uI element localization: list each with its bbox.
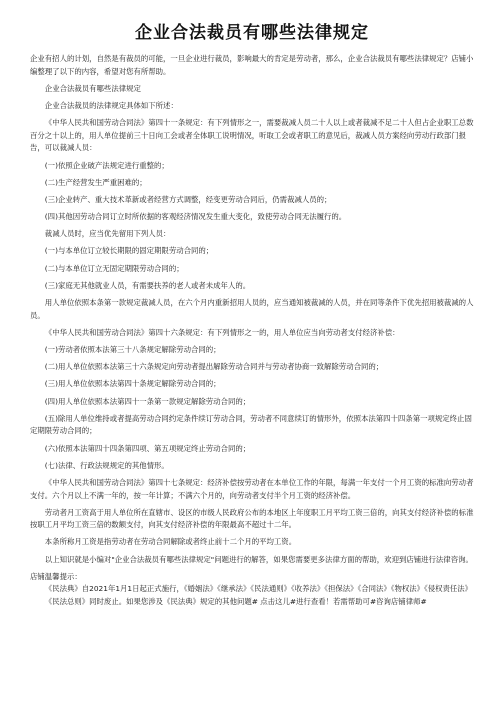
list-item: (六)依照本法第四十四条第四项、第五项规定终止劳动合同的； bbox=[44, 443, 251, 453]
closing-paragraph: 以上知识就是小编对"企业合法裁员有哪些法律规定"问题进行的解答，如果您需要更多法律方面的帮助，欢迎到店铺进行法律咨询。 bbox=[44, 554, 473, 564]
list-item: (四)其他因劳动合同订立时所依据的客观经济情况发生重大变化，致使劳动合同无法履行的。 bbox=[44, 212, 347, 222]
list-item: (四)用人单位依照本法第四十一条第一款规定解除劳动合同的； bbox=[44, 396, 251, 406]
section-heading: 企业合法裁员有哪些法律规定 bbox=[44, 83, 141, 93]
law-clause: 《中华人民共和国劳动合同法》第四十七条规定：经济补偿按劳动者在本单位工作的年限，每满一年支付一个月工资的标准向劳动者支付。六个月以上不满一年的，按一年计算；不满六个月的，向劳动者支付半个月工资的经济补偿。 bbox=[30, 477, 474, 500]
law-clause: 《中华人民共和国劳动合同法》第四十六条规定：有下列情形之一的，用人单位应当向劳动者支付经济补偿： bbox=[44, 327, 400, 337]
list-item: (一)依照企业破产法规定进行重整的； bbox=[44, 160, 169, 170]
tips-heading: 店铺温馨提示： bbox=[30, 571, 82, 581]
list-item: (二)用人单位依照本法第三十六条规定向劳动者提出解除劳动合同并与劳动者协商一致解除劳动合同的； bbox=[44, 362, 384, 372]
paragraph: 裁减人员时，应当优先留用下列人员： bbox=[44, 229, 171, 239]
paragraph: 用人单位依照本条第一款规定裁减人员，在六个月内重新招用人员的，应当通知被裁减的人员，并在同等条件下优先招用被裁减的人员。 bbox=[30, 298, 474, 320]
paragraph: 劳动者月工资高于用人单位所在直辖市、设区的市级人民政府公布的本地区上年度职工月平均工资三倍的，向其支付经济补偿的标准按职工月平均工资三倍的数额支付，向其支付经济补偿的年限最高不超过十二年。 bbox=[30, 507, 474, 530]
law-clause: 《中华人民共和国劳动合同法》第四十一条规定：有下列情形之一，需要裁减人员二十人以上或者裁减不足二十人但占企业职工总数百分之十以上的，用人单位提前三十日向工会或者全体职工说明情况，听取工会或者职工的意见后，裁减人员方案经向劳动行政部门报告，可以裁减人员： bbox=[30, 118, 474, 153]
list-item: (七)法律、行政法规规定的其他情形。 bbox=[44, 460, 169, 470]
paragraph: 本条所称月工资是指劳动者在劳动合同解除或者终止前十二个月的平均工资。 bbox=[44, 537, 297, 547]
tip-text: 《民法典》自2021年1月1日起正式施行，《婚姻法》《继承法》《民法通则》《收养法》《担保法》《合同法》《物权法》《侵权责任法》《民法总则》同时废止。如果您涉及《民法典》规定的其他问题# 点击这儿#进行查看！若需帮助可#咨询店铺律师# bbox=[44, 584, 473, 607]
list-item: (二)生产经营发生严重困难的； bbox=[44, 177, 147, 187]
list-item: (三)用人单位依照本法第四十条规定解除劳动合同的； bbox=[44, 379, 221, 389]
list-item: (二)与本单位订立无固定期限劳动合同的； bbox=[44, 263, 184, 273]
paragraph: 企业合法裁员的法律规定具体如下所述： bbox=[44, 100, 178, 110]
tips-list bbox=[30, 583, 474, 608]
list-item: (一)与本单位订立较长期限的固定期限劳动合同的； bbox=[44, 246, 214, 256]
list-item: (三)家庭无其他就业人员，有需要扶养的老人或者未成年人的。 bbox=[44, 280, 251, 290]
list-item: (一)劳动者依照本法第三十八条规定解除劳动合同的； bbox=[44, 345, 221, 354]
article-title: 企业合法裁员有哪些法律规定 bbox=[135, 23, 369, 43]
intro-paragraph: 企业有招人的计划，自然是有裁员的可能，一旦企业进行裁员，影响最大的肯定是劳动者，那么，企业合法裁员有哪些法律规定？店铺小编整理了以下的内容，希望对您有所帮助。 bbox=[30, 54, 474, 76]
list-item: (三)企业转产、重大技术革新或者经营方式调整，经变更劳动合同后，仍需裁减人员的； bbox=[44, 194, 332, 204]
article-body bbox=[30, 53, 474, 609]
list-item: (五)除用人单位维持或者提高劳动合同约定条件续订劳动合同，劳动者不同意续订的情形外，依照本法第四十四条第一项规定终止固定期限劳动合同的； bbox=[30, 413, 472, 436]
